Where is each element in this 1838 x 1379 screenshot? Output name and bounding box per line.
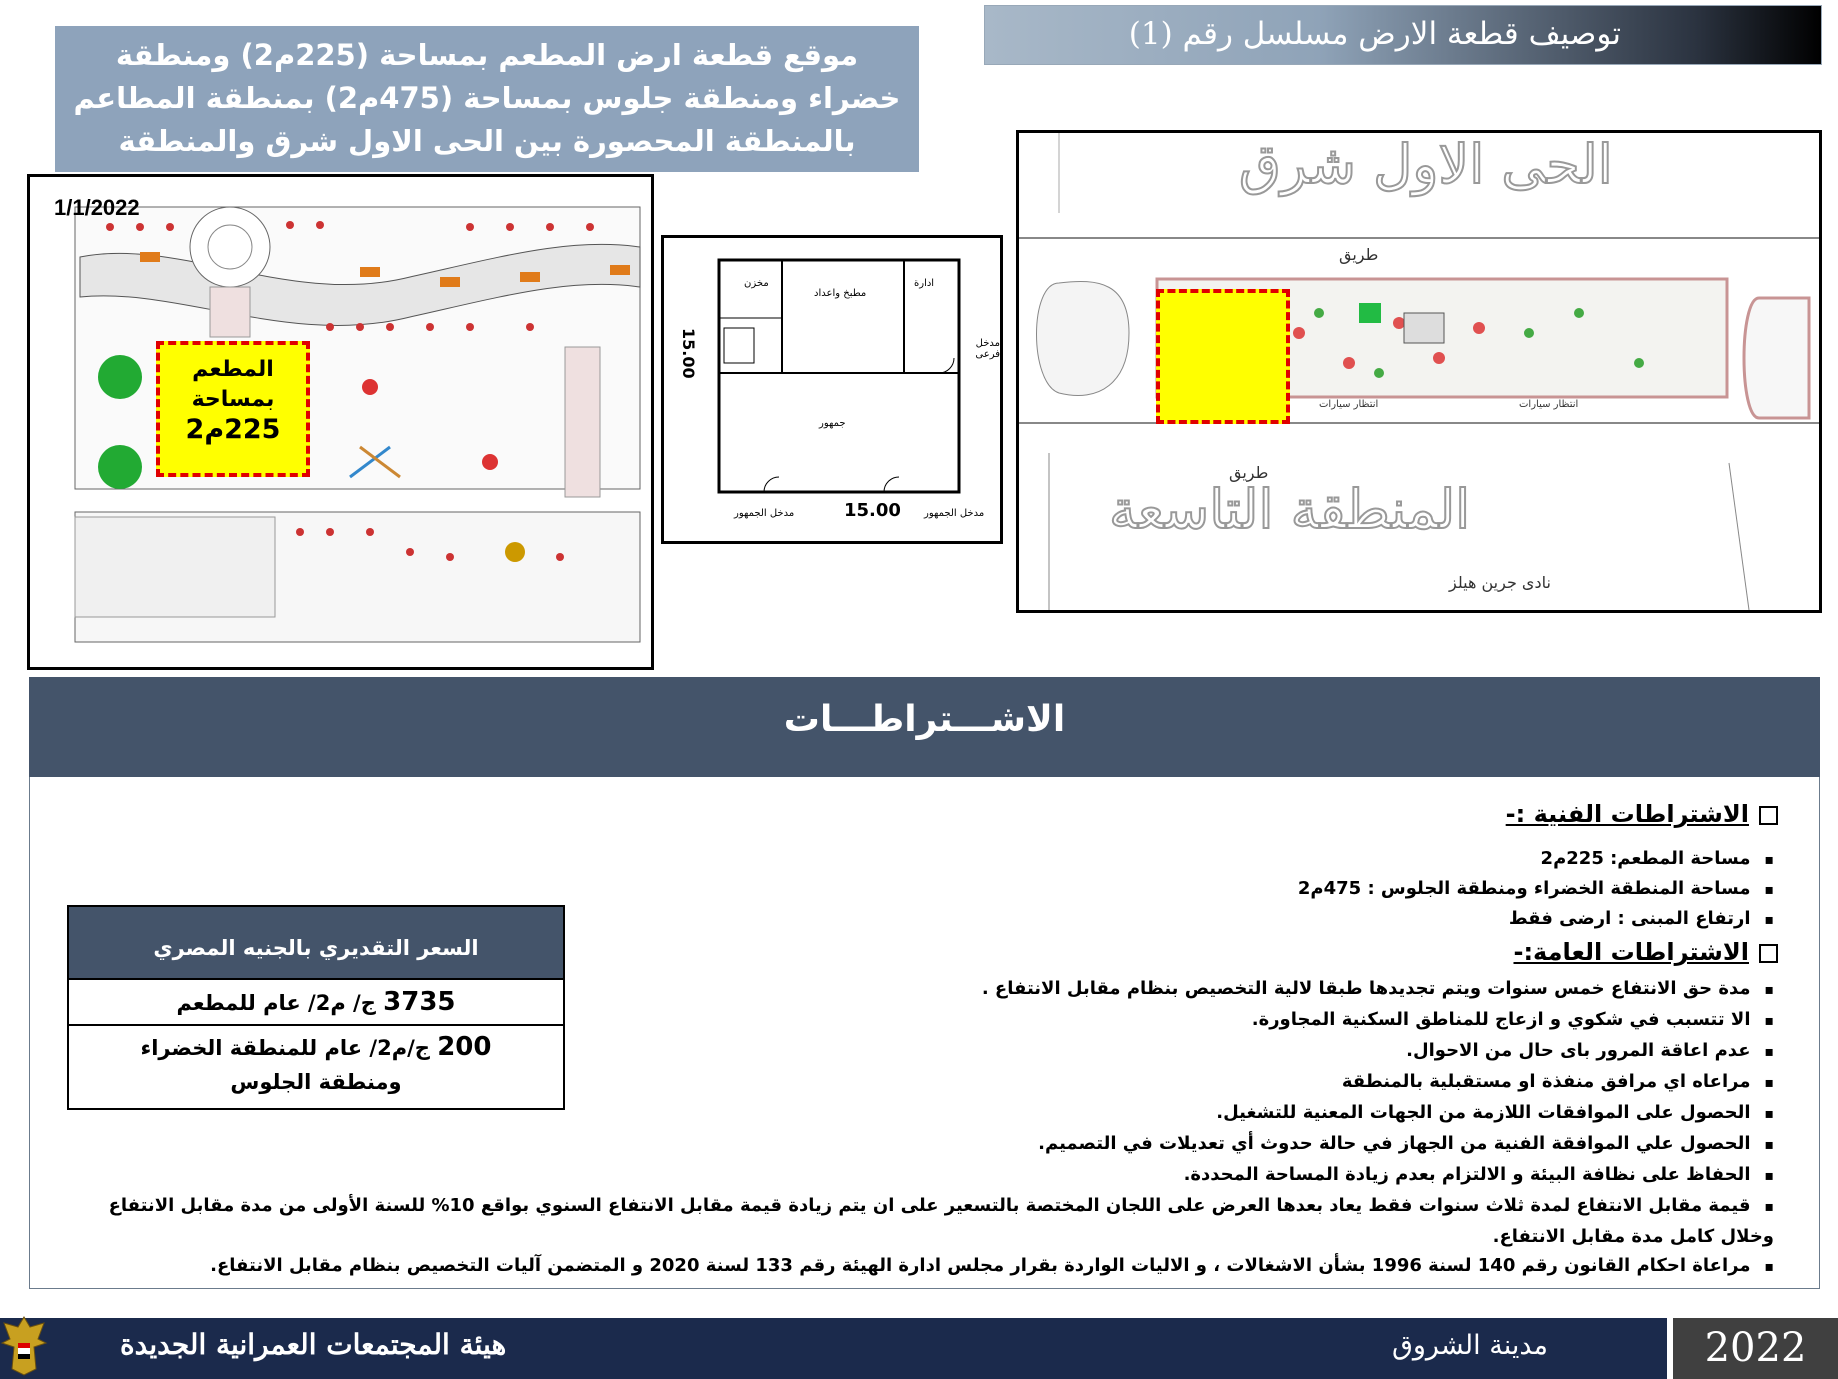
area-label: بمساحة bbox=[191, 387, 275, 412]
price-value-restaurant: 3735 bbox=[383, 987, 456, 1017]
technical-item: ▪ ارتفاع المبنى : ارضى فقط bbox=[1509, 904, 1774, 935]
technical-item: ▪ مساحة المنطقة الخضراء ومنطقة الجلوس : 475م2 bbox=[1298, 874, 1774, 905]
restaurant-plot bbox=[156, 341, 310, 477]
floor-plan-drawing bbox=[661, 235, 1003, 544]
conditions-header bbox=[29, 677, 1820, 777]
map-club-label: نادى جرين هيلز bbox=[1449, 573, 1551, 592]
entrance-public-left: مدخل الجمهور bbox=[734, 508, 795, 519]
title-banner bbox=[984, 5, 1822, 65]
general-item: ▪ قيمة مقابل الانتفاع لمدة ثلاث سنوات فقط يعاد بعدها العرض على اللجان المختصة بالتسعير على ان يتم زيادة قيمة مقابل الانتفاع السنوي بواقع 10% للسنة الأولى من مدة مقابل الانتفاع وخلال كامل مدة مقابل الانتفاع. bbox=[84, 1191, 1774, 1252]
site-plan-sketch bbox=[30, 177, 651, 667]
price-table bbox=[67, 905, 565, 1110]
map-road-top: طريق bbox=[1339, 245, 1379, 264]
price-row-restaurant bbox=[69, 978, 563, 1024]
restaurant-plot-marker bbox=[1156, 289, 1290, 424]
entrance-public-right: مدخل الجمهور bbox=[924, 508, 985, 519]
room-kitchen: مطبخ واعداد bbox=[814, 288, 867, 299]
general-item: ▪ الحفاظ على نظافة البيئة و الالتزام بعدم زيادة المساحة المحددة. bbox=[1184, 1160, 1774, 1191]
price-unit-green-area: ج/م2/ عام للمنطقة الخضراء ومنطقة الجلوس bbox=[140, 1036, 430, 1094]
checkbox-icon bbox=[1759, 944, 1778, 963]
floor-plan-bottom-dimension: 15.00 bbox=[844, 500, 901, 521]
general-item: ▪ الحصول على الموافقات اللازمة من الجهات المعنية للتشغيل. bbox=[1216, 1098, 1774, 1129]
page-title: توصيف قطعة الارض مسلسل رقم (1) bbox=[1128, 16, 1621, 52]
technical-conditions-title bbox=[1506, 800, 1778, 828]
general-item: ▪ الا تتسبب في شكوي و ازعاج للمناطق السكنية المجاورة. bbox=[1252, 1005, 1774, 1036]
map-parking-label-1: انتظار سيارات bbox=[1319, 399, 1379, 410]
conditions-title: الاشـــتراطـــات bbox=[783, 699, 1066, 740]
room-storage: مخزن bbox=[744, 278, 769, 289]
room-public: جمهور bbox=[819, 418, 846, 429]
price-unit-restaurant: ج/ م2/ عام للمطعم bbox=[176, 991, 376, 1015]
map-parking-label-2: انتظار سيارات bbox=[1519, 399, 1579, 410]
drawing-date: 1/1/2022 bbox=[54, 195, 140, 220]
general-item: ▪ عدم اعاقة المرور باى حال من الاحوال. bbox=[1406, 1036, 1774, 1067]
general-conditions-title bbox=[1513, 938, 1778, 966]
footer-authority: هيئة المجتمعات العمرانية الجديدة bbox=[120, 1328, 507, 1361]
restaurant-label: المطعم bbox=[192, 357, 274, 382]
room-admin: ادارة bbox=[914, 278, 935, 289]
price-value-green-area: 200 bbox=[437, 1032, 492, 1062]
footer-city: مدينة الشروق bbox=[1391, 1330, 1548, 1361]
floor-plan-side-dimension: 15.00 bbox=[679, 328, 698, 379]
map-road-bottom: طريق bbox=[1229, 463, 1269, 482]
location-description-box bbox=[55, 26, 919, 172]
general-conditions-label: الاشتراطات العامة:- bbox=[1513, 938, 1749, 966]
eagle-emblem-icon bbox=[0, 1313, 48, 1379]
general-item: ▪ الحصول علي الموافقة الفنية من الجهاز في حالة حدوث أي تعديلات في التصميم. bbox=[1038, 1129, 1774, 1160]
location-map bbox=[1016, 130, 1822, 613]
footer-bar bbox=[0, 1318, 1838, 1379]
checkbox-icon bbox=[1759, 806, 1778, 825]
entrance-side: مدخل فرعى bbox=[975, 338, 1000, 360]
map-label-south: المنطقة التاسعة bbox=[1109, 478, 1471, 541]
map-label-north: الحى الاول شرق bbox=[1239, 133, 1613, 196]
footer-year: 2022 bbox=[1673, 1318, 1838, 1379]
technical-conditions-label: الاشتراطات الفنية :- bbox=[1505, 800, 1749, 828]
general-item: ▪ مراعاه اي مرافق منفذة او مستقبلية بالمنطقة bbox=[1342, 1067, 1774, 1098]
technical-item: ▪ مساحة المطعم: 225م2 bbox=[1541, 844, 1774, 875]
site-plan-drawing bbox=[27, 174, 654, 670]
general-item: ▪ مراعاة احكام القانون رقم 140 لسنة 1996 بشأن الاشغالات ، و الاليات الواردة بقرار مجلس ادارة الهيئة رقم 133 لسنة 2020 و المتضمن آليات التخصيص بنظام مقابل الانتفاع. bbox=[210, 1251, 1774, 1282]
floor-plan-sketch bbox=[664, 238, 1000, 541]
price-table-header: السعر التقديري بالجنيه المصري bbox=[69, 907, 563, 978]
area-value: 225م2 bbox=[185, 414, 281, 445]
general-item: ▪ مدة حق الانتفاع خمس سنوات ويتم تجديدها طبقا لالية التخصيص بنظام مقابل الانتفاع . bbox=[982, 974, 1774, 1005]
location-description: موقع قطعة ارض المطعم بمساحة (225م2) ومنطقة خضراء ومنطقة جلوس بمساحة (475م2) بمنطقة المطاعم بالمنطقة المحصورة بين الحى الاول شرق والمنطقة bbox=[73, 38, 901, 158]
price-row-green-area bbox=[69, 1024, 563, 1108]
